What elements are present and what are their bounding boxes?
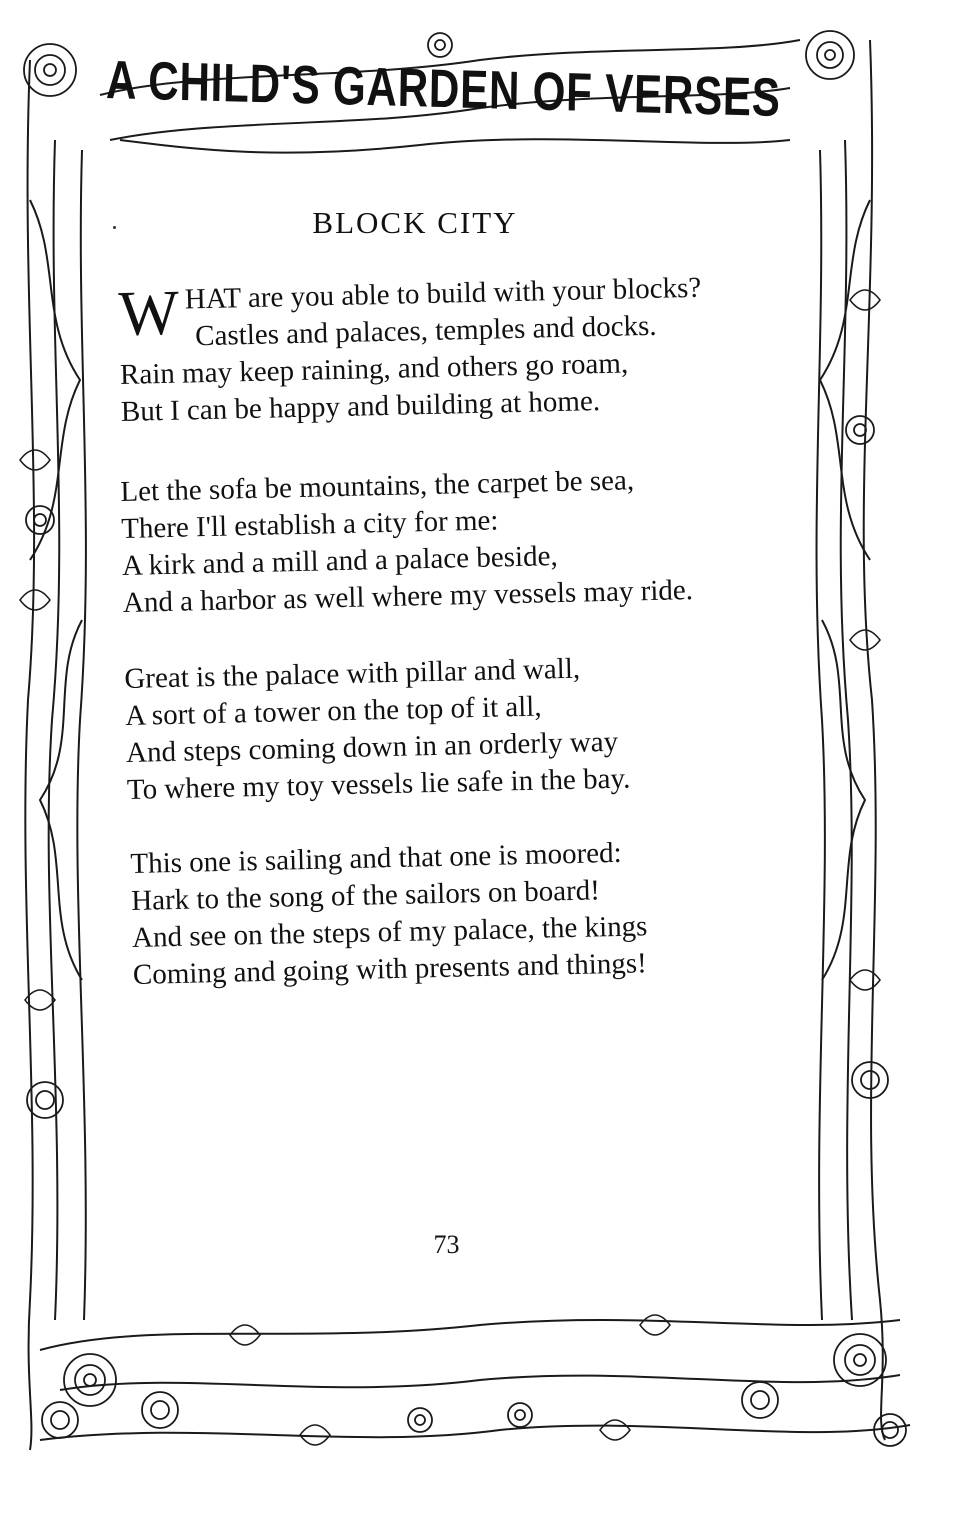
poem-line: A sort of a tower on the top of it all, [124,690,542,732]
poem-line: To where my toy vessels lie safe in the bay. [126,762,631,806]
book-title: A CHILD'S GARDEN OF VERSES [105,49,781,129]
book-title-banner [105,48,781,130]
poem-title: BLOCK CITY [312,205,518,240]
poem-line: Let the sofa be mountains, the carpet be sea, [120,464,635,508]
poem-line: And a harbor as well where my vessels may ride. [122,574,694,619]
poem-line: And steps coming down in an orderly way [125,725,619,769]
stanza [120,459,803,622]
page-number: 73 [433,1230,460,1259]
poem-line: There I'll establish a city for me: [120,504,499,545]
poem-line: Rain may keep raining, and others go roam, [119,347,629,391]
poem-line: This one is sailing and that one is moored: [130,836,622,880]
poem-line: Coming and going with presents and things! [132,947,648,991]
poem-line: Hark to the song of the sailors on board! [130,874,601,917]
drop-cap: W [117,276,180,349]
poem-line: Great is the palace with pillar and wall, [124,652,581,695]
stanza [118,268,801,431]
stanza [124,646,807,809]
poem-line: HAT are you able to build with your blocks? [184,271,702,316]
poem-line: Castles and palaces, temples and docks. [194,309,657,353]
poem-line: And see on the steps of my palace, the kings [131,910,648,954]
poem-line: A kirk and a mill and a palace beside, [121,540,558,582]
poem-line: But I can be happy and building at home. [120,385,601,428]
stanza [130,831,813,994]
